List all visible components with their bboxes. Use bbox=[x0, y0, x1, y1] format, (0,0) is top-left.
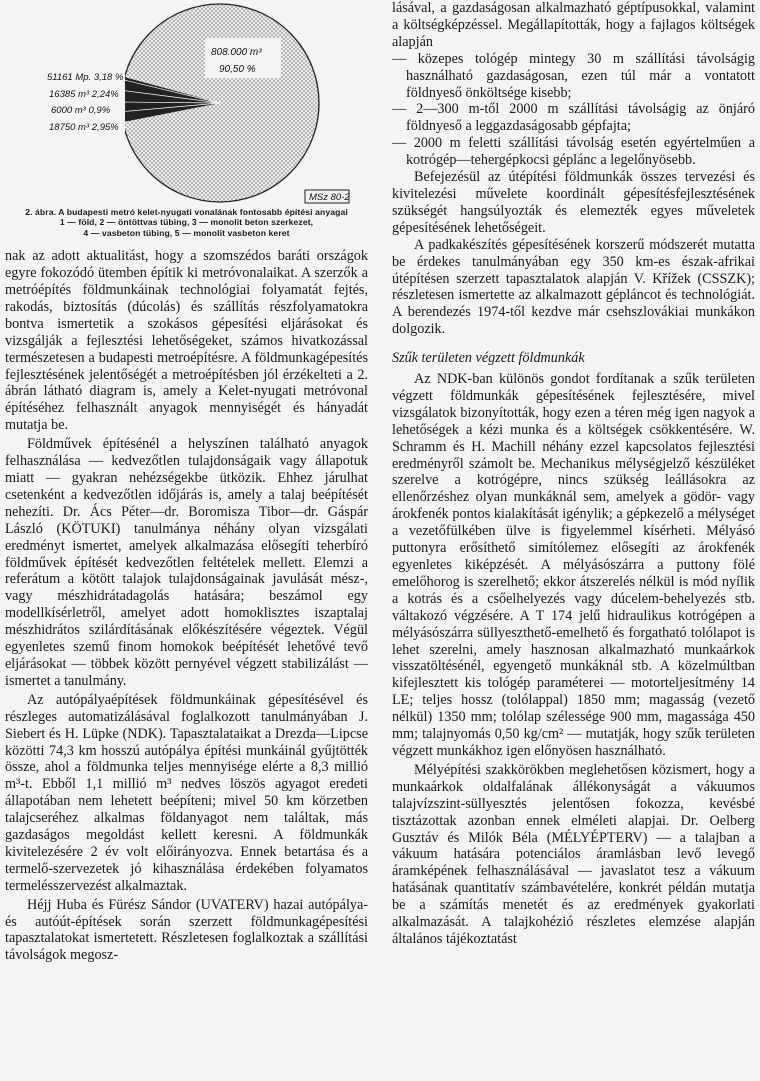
label-slice-4: 6000 m³ 0,9% bbox=[51, 105, 111, 116]
label-fold-pct: 90,50 % bbox=[219, 64, 256, 75]
label-slice-3: 16385 m³ 2,24% bbox=[49, 89, 119, 100]
list-item: — 2—300 m-től 2000 m szállítási távolságig az önjáró földnyeső a leggazdaságosabb gépfajta; bbox=[392, 101, 755, 135]
paragraph: Befejezésül az útépítési földmunkák összes tervezési és kivitelezési művelete koordinált gépesítésfejlesztésének szükségét hangsúlyozták és elemezték egyes műveletek gépesítésének lehetőségeit. bbox=[392, 169, 755, 236]
paragraph: Mélyépítési szakkörökben meglehetősen közismert, hogy a munkaárkok oldalfalának állékonyságát a vákuumos talajvízszint-süllyesztés jelentősen fokozza, kevésbé tisztázottak azonban ennek elméleti alapjai. Dr. Oelberg Gusztáv és Milók Béla (MÉLYÉPTERV) — a talajban a vákuum hatására potenciálos áramlásban levő levegő áramképének felhasználásával — javaslatot tesz a vákuum hatásának quantitatív számbavételére, konkrét példán mutatja be a számítás menetét és az eredmények gyakorlati alkalmazását. A talajkohézió részletes elemzése alapján általános tájékoztatást bbox=[392, 761, 755, 947]
right-column bbox=[392, 0, 755, 948]
paragraph: nak az adott aktualitást, hogy a szomszédos baráti országok egyre fokozódó ütemben építik ki metróvonalaikat. A szerzők a metróépítés földmunkáinak technológiai folyamatát fejtés, rakodás, biztosítás (dúcolás) és szállítás részfolyamatokra bontva ismertetik a szokásos gépesítési eljárásokat és vizsgálják a fejlesztési lehetőségeket, számos hivatkozással természetesen a budapesti metroépítésre. A földmunkagépesítés fejlesztésének jelentőségét a metroépítésben jól érzékelteti a 2. ábrán látható diagram is, amely a Kelet-nyugati metróvonal építéséhez felhasznált anyagok mennyiségét és hányadát mutatja be. bbox=[5, 248, 368, 434]
caption-legend-1: 1 — föld, 2 — öntöttvas tübing, 3 — monolit beton szerkezet, bbox=[59, 217, 314, 228]
pie-chart bbox=[5, 0, 368, 205]
paragraph: A padkakészítés gépesítésének korszerű módszerét mutatta be érdekes tanulmányában egy 350 km-es észak-afrikai útépítésen szerzett tapasztalatok alapján V. Křížek (CSSZK); részletesen ismertette az alkalmazott gépláncot és technológiát. A berendezés 1974-től kezdve már csehszlovákiai munkákon dolgozik. bbox=[392, 236, 755, 338]
left-column bbox=[5, 0, 368, 964]
figure-2 bbox=[5, 0, 368, 205]
label-fold-volume: 808.000 m³ bbox=[211, 47, 262, 58]
label-slice-2: 51161 Mp. 3,18 % bbox=[47, 72, 124, 83]
list-item: — 2000 m feletti szállítási távolság esetén egyértelműen a kotrógép—tehergépkocsi géplánc a legelőnyösebb. bbox=[392, 135, 755, 169]
section-heading: Szűk területen végzett földmunkák bbox=[392, 350, 585, 367]
caption-legend-2: 4 — vasbeton tübing, 5 — monolit vasbeton keret bbox=[83, 227, 290, 238]
paragraph: Az autópályaépítések földmunkáinak gépesítésével és részleges automatizálásával foglalkozott tanulmányában J. Siebert és H. Lüpke (NDK). Tapasztalataikat a Drezda—Lipcse közötti 74,3 km hosszú autópálya építési munkáinál gyűjtötték össze, ahol a földmunka teljes mennyisége elérte a 8,3 millió m³-t. Ebből 1,1 millió m³ nedves löszös agyagot eredeti állapotában nem lehetett beépíteni; mivel 50 km körzetben talajcseréhez alkalmas földanyagot nem találtak, más gazdaságos megoldást kellett keresni. A földmunkák kivitelezésére 2 év volt előirányozva. Ennek betartása és a termelő-szervezetek jó kihasználása érdekében folyamatos termelésszervezést alkalmaztak. bbox=[5, 691, 368, 894]
list-item: — közepes tológép mintegy 30 m szállítási távolságig használható gazdaságosan, ezen túl már a vontatott földnyeső önköltsége kisebb; bbox=[392, 50, 755, 101]
paragraph: lásával, a gazdaságosan alkalmazható géptípusokkal, valamint a költségképzéssel. Megállapították, hogy a fajlagos költségek alapján bbox=[392, 0, 755, 50]
paragraph: Az NDK-ban különös gondot fordítanak a szűk területen végzett földmunkák gépesítésének fejlesztésére, mivel vizsgálatok bizonyították, hogy ezen a téren még igen nagyok a lehetőségek a kézi munka és a költségek csökkentésére. W. Schramm és H. Machill néhány ezzel kapcsolatos fejlesztési eredményről számolt be. Mechanikus mélységjelző készüléket szerelve a kotrógépre, nincs szükség leállásokra az ellenőrzéshez olyan munkáknál sem, amelyek a gödör- vagy árokfenék pontos kialakítását igénylik; a gépkezelő a mélységet a vezetőfülkében ülve is figyelemmel kísérheti. Mélyásó puttonyra erősíthető simítólemez elősegíti az árokfenék egyenletes kiképzését. A mélyásószárra a puttony fölé emelőhorog is szerelhető; ekkor átszerelés nélkül is mód nyílik a kotrás és a csőelhelyezés vagy dúcelem-behelyezés stb. váltakozó végzésére. A T 174 jelű hidraulikus kotrógépen a mélyásószárra süllyeszthető-emelhető és forgatható tolólapot is lehet szerelni, amely hasznosan alkalmazható munkaárkok visszatöltésénél, egyengető munkáknál stb. A közelmúltban kifejlesztett kis tológép paraméterei — motorteljesítmény 14 LE; teljes hossz (tolólappal) 1850 mm; magasság (vezető nélkül) 1350 mm; tolólap szélessége 900 mm, magassága 450 mm; talajnyomás 0,50 kg/cm² — mutatják, hogy szűk területen végzett munkákhoz igen előnyösen használható. bbox=[392, 371, 755, 759]
label-slice-5: 18750 m³ 2,95% bbox=[49, 122, 119, 133]
paragraph: Héjj Huba és Fürész Sándor (UVATERV) hazai autópálya- és autóút-építések során szerzett földmunkagépesítési tapasztalatokat ismertetett. Részletesen foglalkoztak a szállítási távolságok megosz- bbox=[5, 896, 368, 964]
figure-stamp: MSz 80-2 bbox=[309, 192, 350, 203]
paragraph: Földművek építésénél a helyszínen található anyagok felhasználása — kedvezőtlen tulajdonságaik vagy állapotuk miatt — gyakran nehézségekbe ütközik. Ehhez járulhat csetenként a kedvezőtlen időjárás is, amely a talaj beépítését nehezíti. Dr. Ács Péter—dr. Boromisza Tibor—dr. Gáspár László (KÖTUKI) tanulmánya néhány olyan vizsgálati eredményt ismertet, amelyek alkalmazása elősegíti teherbíró földművek építését kedvezőtlen feltételek mellett. Elemzi a referátum a kötött talajok tulajdonságainak javulását mész-, vagy mészhidrátadagolás hatására; beszámol egy modellkísérletről, amelyet adott homoklisztes iszaptalaj mészhidrátos szilárdításának előkészítésére végeztek. Végül egyenletes szemű finom homokok beépítését lehetővé tevő eljárásokat — többek között pernyével végzett stabilizálást — ismertet a tanulmány. bbox=[5, 436, 368, 689]
figure-caption bbox=[15, 207, 358, 238]
caption-title: 2. ábra. A budapesti metró kelet-nyugati vonalának fontosabb építési anyagai bbox=[25, 207, 348, 217]
